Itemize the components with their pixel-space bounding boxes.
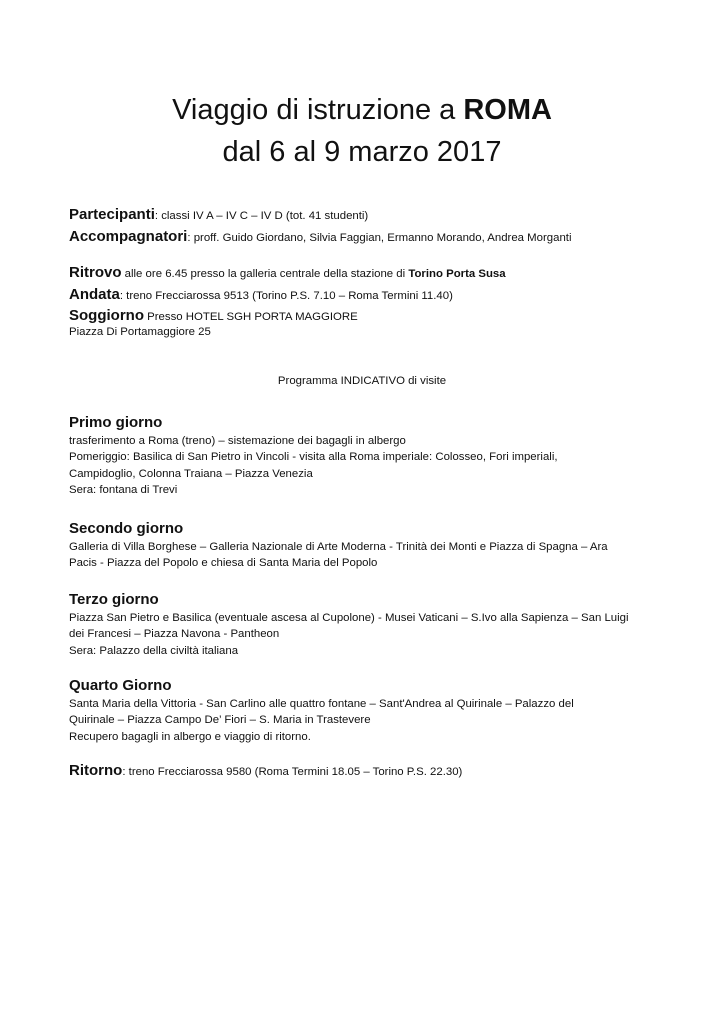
page-subtitle-dates: dal 6 al 9 marzo 2017 xyxy=(222,136,502,168)
accompagnatori-label: Accompagnatori xyxy=(69,228,188,245)
day-body xyxy=(69,433,659,498)
partecipanti-row xyxy=(69,206,368,224)
ritorno-row xyxy=(69,762,462,780)
page-title xyxy=(0,90,724,130)
day-title: Secondo giorno xyxy=(69,520,184,537)
day-line: Pomeriggio: Basilica di San Pietro in Vincoli - visita alla Roma imperiale: Colosseo, Fori imperiali, xyxy=(69,451,558,464)
title-prefix: Viaggio di istruzione a xyxy=(172,94,464,126)
day-section-4 xyxy=(69,676,659,745)
day-body xyxy=(69,696,659,745)
title-city: ROMA xyxy=(463,94,552,126)
day-section-2 xyxy=(69,519,659,572)
day-line: Galleria di Villa Borghese – Galleria Nazionale di Arte Moderna - Trinità dei Monti e Piazza di Spagna – Ara xyxy=(69,541,608,553)
ritrovo-label: Ritrovo xyxy=(69,264,122,281)
soggiorno-text: Presso HOTEL SGH PORTA MAGGIORE xyxy=(144,311,358,323)
andata-label: Andata xyxy=(69,286,120,303)
day-body xyxy=(69,610,659,659)
ritrovo-station: Torino Porta Susa xyxy=(408,268,506,280)
soggiorno-row xyxy=(69,307,358,325)
day-line: Santa Maria della Vittoria - San Carlino alle quattro fontane – Sant'Andrea al Quirinale – Palazzo del xyxy=(69,698,574,710)
day-section-3 xyxy=(69,590,659,659)
day-title: Primo giorno xyxy=(69,414,163,431)
andata-row xyxy=(69,286,453,304)
day-section-1 xyxy=(69,413,659,498)
day-title: Terzo giorno xyxy=(69,591,159,608)
day-line: Sera: fontana di Trevi xyxy=(69,483,178,496)
accompagnatori-text: : proff. Guido Giordano, Silvia Faggian, Ermanno Morando, Andrea Morganti xyxy=(187,232,572,244)
andata-text: : treno Frecciarossa 9513 (Torino P.S. 7.10 – Roma Termini 11.40) xyxy=(119,290,453,302)
day-line: trasferimento a Roma (treno) – sistemazione dei bagagli in albergo xyxy=(69,435,406,447)
day-title: Quarto Giorno xyxy=(69,677,172,694)
ritorno-label: Ritorno xyxy=(69,762,123,779)
day-line: dei Francesi – Piazza Navona - Pantheon xyxy=(69,628,280,641)
soggiorno-address: Piazza Di Portamaggiore 25 xyxy=(69,326,211,338)
ritrovo-row xyxy=(69,264,506,282)
programma-heading: Programma INDICATIVO di visite xyxy=(277,375,447,387)
accompagnatori-row xyxy=(69,228,571,246)
day-line: Pacis - Piazza del Popolo e chiesa di Santa Maria del Popolo xyxy=(69,557,378,570)
day-line: Piazza San Pietro e Basilica (eventuale ascesa al Cupolone) - Musei Vaticani – S.Ivo alla Sapienza – San Luigi xyxy=(69,612,629,624)
day-body xyxy=(69,539,659,572)
day-line: Campidoglio, Colonna Traiana – Piazza Venezia xyxy=(69,467,313,480)
day-line: Recupero bagagli in albergo e viaggio di ritorno. xyxy=(69,730,311,743)
partecipanti-label: Partecipanti xyxy=(69,206,155,223)
partecipanti-text: : classi IV A – IV C – IV D (tot. 41 studenti) xyxy=(154,210,369,222)
day-line: Sera: Palazzo della civiltà italiana xyxy=(69,644,239,657)
ritorno-text: : treno Frecciarossa 9580 (Roma Termini 18.05 – Torino P.S. 22.30) xyxy=(122,766,463,778)
ritrovo-text: alle ore 6.45 presso la galleria centrale della stazione di xyxy=(121,268,409,280)
soggiorno-label: Soggiorno xyxy=(69,307,144,324)
day-line: Quirinale – Piazza Campo De’ Fiori – S. Maria in Trastevere xyxy=(69,714,371,727)
